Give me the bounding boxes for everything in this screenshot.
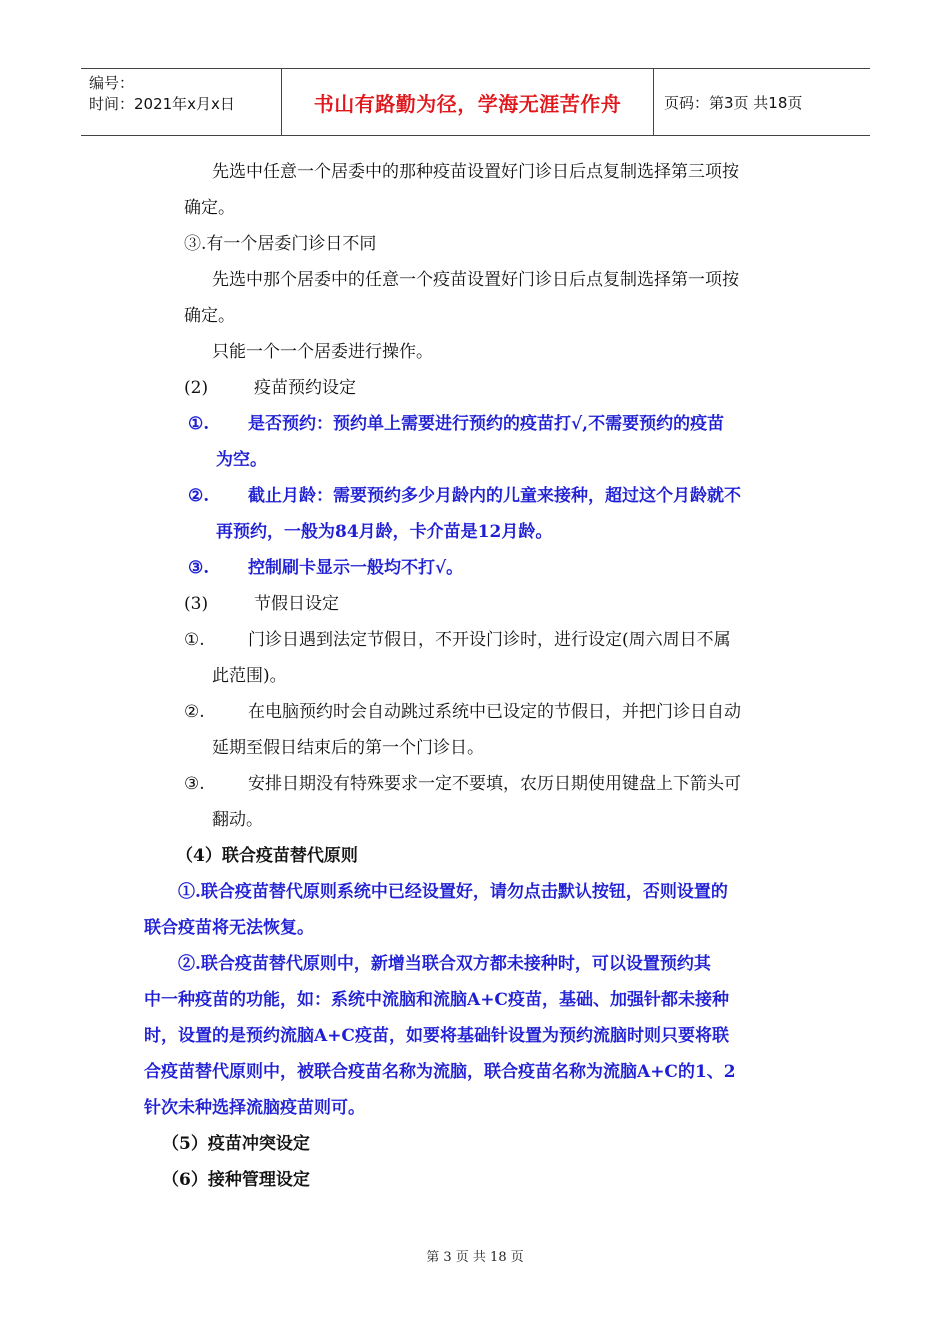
section-heading-5: （5）疫苗冲突设定 <box>162 1134 310 1154</box>
header-motto-cell <box>281 69 654 135</box>
paragraph-line: 时，设置的是预约流脑A+C疫苗，如要将基础针设置为预约流脑时则只要将联 <box>144 1026 729 1046</box>
time-label: 时间：2021年x月x日 <box>89 95 235 113</box>
page-info-text: 页码：第3页 共18页 <box>664 93 803 112</box>
header-meta <box>81 69 281 135</box>
paragraph-line: 确定。 <box>184 306 235 326</box>
section-title: 疫苗预约设定 <box>254 378 356 398</box>
page-header <box>81 68 870 136</box>
list-text: 门诊日遇到法定节假日，不开设门诊时，进行设定(周六周日不属 <box>248 630 731 650</box>
list-item <box>144 550 812 586</box>
list-continuation: 为空。 <box>216 450 267 470</box>
list-marker: ③. <box>184 774 205 794</box>
list-marker: ③. <box>188 558 210 578</box>
list-marker: ②. <box>184 702 205 722</box>
section-title: 节假日设定 <box>254 594 339 614</box>
paragraph-line: 先选中那个居委中的任意一个疫苗设置好门诊日后点复制选择第一项按 <box>212 270 739 290</box>
list-continuation: 翻动。 <box>212 810 263 830</box>
list-continuation: 再预约，一般为84月龄，卡介苗是12月龄。 <box>216 522 553 542</box>
list-marker: ②. <box>188 486 210 506</box>
section-heading-2 <box>144 370 812 406</box>
list-item <box>144 766 812 802</box>
list-text: 安排日期没有特殊要求一定不要填，农历日期使用键盘上下箭头可 <box>248 774 741 794</box>
list-marker: ①. <box>188 414 210 434</box>
section-number: (2) <box>184 378 209 398</box>
paragraph-line: 联合疫苗将无法恢复。 <box>144 918 314 938</box>
header-page-info <box>654 69 870 135</box>
list-continuation: 此范围)。 <box>212 666 287 686</box>
paragraph-line: 先选中任意一个居委中的那种疫苗设置好门诊日后点复制选择第三项按 <box>212 162 739 182</box>
list-item <box>144 622 812 658</box>
section-heading-4: （4）联合疫苗替代原则 <box>176 846 358 866</box>
list-item <box>144 478 812 514</box>
header-motto: 书山有路勤为径，学海无涯苦作舟 <box>313 91 622 116</box>
paragraph-line: 中一种疫苗的功能，如：系统中流脑和流脑A+C疫苗，基础、加强针都未接种 <box>144 990 729 1010</box>
list-text: 在电脑预约时会自动跳过系统中已设定的节假日，并把门诊日自动 <box>248 702 741 722</box>
paragraph-line: 确定。 <box>184 198 235 218</box>
document-body <box>144 154 812 1198</box>
paragraph-line: ②.联合疫苗替代原则中，新增当联合双方都未接种时，可以设置预约其 <box>178 954 711 974</box>
list-marker: ①. <box>184 630 205 650</box>
number-label: 编号： <box>89 74 135 92</box>
paragraph-line: ①.联合疫苗替代原则系统中已经设置好，请勿点击默认按钮，否则设置的 <box>178 882 728 902</box>
list-item <box>144 406 812 442</box>
section-number: (3) <box>184 594 209 614</box>
page-footer: 第 3 页 共 18 页 <box>426 1250 524 1265</box>
section-heading-3 <box>144 586 812 622</box>
paragraph-line: ③.有一个居委门诊日不同 <box>184 234 377 254</box>
list-text: 截止月龄：需要预约多少月龄内的儿童来接种，超过这个月龄就不 <box>248 486 741 506</box>
list-text: 控制刷卡显示一般均不打√。 <box>248 558 464 578</box>
list-text: 是否预约：预约单上需要进行预约的疫苗打√,不需要预约的疫苗 <box>248 414 725 434</box>
section-heading-6: （6）接种管理设定 <box>162 1170 310 1190</box>
list-item <box>144 694 812 730</box>
paragraph-line: 合疫苗替代原则中，被联合疫苗名称为流脑，联合疫苗名称为流脑A+C的1、2 <box>144 1062 736 1082</box>
list-continuation: 延期至假日结束后的第一个门诊日。 <box>212 738 484 758</box>
paragraph-line: 针次未种选择流脑疫苗则可。 <box>144 1098 365 1118</box>
paragraph-line: 只能一个一个居委进行操作。 <box>212 342 433 362</box>
